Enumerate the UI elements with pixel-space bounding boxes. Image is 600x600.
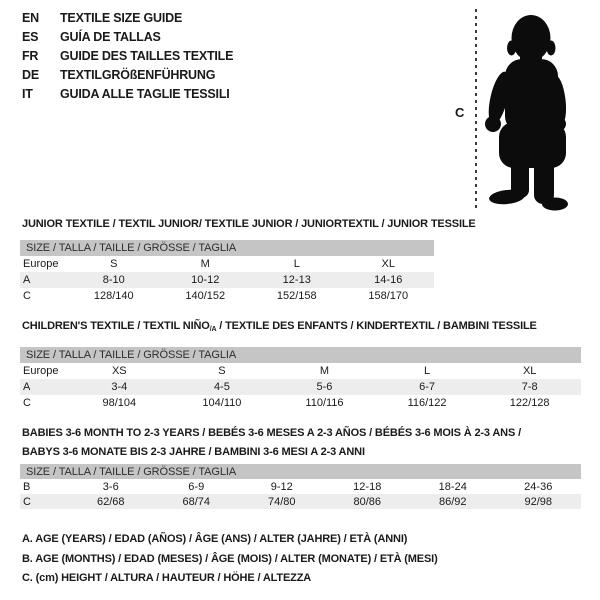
row-label: C — [23, 495, 31, 508]
size-band: SIZE / TALLA / TAILLE / GRÖSSE / TAGLIA — [20, 240, 434, 256]
cell: 3-6 — [102, 480, 119, 493]
cell: 9-12 — [270, 480, 293, 493]
cell: 4-5 — [213, 381, 230, 393]
language-title-list — [22, 9, 233, 104]
cell: 12-13 — [282, 274, 311, 286]
table-row-age — [20, 379, 581, 395]
cell: S — [218, 365, 226, 377]
row-label: A — [23, 274, 31, 286]
language-title: GUIDA ALLE TAGLIE TESSILI — [60, 87, 230, 101]
babies-table-title — [22, 424, 587, 462]
cell: L — [293, 258, 300, 270]
language-code: EN — [22, 11, 39, 25]
cell: 122/128 — [509, 397, 550, 409]
legend-notes — [22, 530, 438, 589]
row-label: A — [23, 381, 31, 393]
table-row-height — [20, 288, 434, 304]
language-code: FR — [22, 49, 39, 63]
cell: 110/116 — [305, 397, 344, 409]
cell: M — [200, 258, 210, 270]
language-row-es — [22, 28, 233, 47]
row-label: Europe — [23, 258, 59, 270]
language-row-fr — [22, 47, 233, 66]
cell: 6-7 — [419, 381, 436, 393]
children-title-prefix: CHILDREN'S TEXTILE / TEXTIL NIÑO — [22, 320, 210, 332]
cell: 5-6 — [316, 381, 333, 393]
note-age-months: B. AGE (MONTHS) / EDAD (MESES) / ÂGE (MOIS) / ALTER (MONATE) / ETÀ (MESI) — [22, 552, 438, 565]
language-title: GUIDE DES TAILLES TEXTILE — [60, 49, 234, 63]
cell: 152/158 — [276, 290, 317, 302]
babies-size-table — [20, 464, 581, 509]
cell: 6-9 — [188, 480, 205, 493]
cell: XL — [522, 365, 537, 377]
table-row-height — [20, 395, 581, 411]
table-row-months — [20, 479, 581, 494]
language-title: TEXTILE SIZE GUIDE — [60, 11, 183, 25]
row-label: Europe — [23, 365, 59, 377]
children-title-suffix: / TEXTILE DES ENFANTS / KINDERTEXTIL / BAMBINI TESSILE — [216, 320, 537, 332]
size-band: SIZE / TALLA / TAILLE / GRÖSSE / TAGLIA — [20, 464, 581, 479]
children-size-table — [20, 347, 581, 411]
cell: 86/92 — [438, 495, 467, 508]
cell: XL — [381, 258, 395, 270]
cell: 8-10 — [102, 274, 125, 286]
row-label: C — [23, 290, 31, 302]
cell: 68/74 — [182, 495, 211, 508]
language-title: TEXTILGRÖßENFÜHRUNG — [60, 68, 216, 82]
row-label: C — [23, 397, 31, 409]
height-measure-label: C — [455, 105, 465, 120]
language-code: ES — [22, 30, 39, 44]
cell: 140/152 — [185, 290, 226, 302]
row-label: B — [23, 480, 31, 493]
children-title-subscript: /A — [209, 326, 217, 333]
junior-table-title: JUNIOR TEXTILE / TEXTIL JUNIOR/ TEXTILE JUNIOR / JUNIORTEXTIL / JUNIOR TESSILE — [22, 218, 476, 230]
cell: 12-18 — [353, 480, 382, 493]
language-row-en — [22, 9, 233, 28]
junior-size-table — [20, 240, 434, 304]
cell: XS — [111, 365, 127, 377]
cell: 18-24 — [438, 480, 467, 493]
cell: L — [424, 365, 431, 377]
cell: 80/86 — [353, 495, 382, 508]
cell: 116/122 — [407, 397, 447, 409]
note-height-cm: C. (cm) HEIGHT / ALTURA / HAUTEUR / HÖHE / ALTEZZA — [22, 572, 312, 584]
toddler-silhouette — [482, 12, 574, 212]
cell: 3-4 — [111, 381, 128, 393]
cell: M — [319, 365, 330, 377]
language-row-de — [22, 66, 233, 85]
table-row-age — [20, 272, 434, 288]
size-band: SIZE / TALLA / TAILLE / GRÖSSE / TAGLIA — [20, 347, 581, 363]
table-row-europe — [20, 256, 434, 272]
cell: 128/140 — [93, 290, 134, 302]
cell: 98/104 — [102, 397, 137, 409]
babies-title-line2: BABYS 3-6 MONATE BIS 2-3 JAHRE / BAMBINI 3-6 MESI A 2-3 ANNI — [22, 446, 365, 458]
cell: 7-8 — [521, 381, 538, 393]
cell: 10-12 — [191, 274, 220, 286]
children-table-title — [22, 320, 537, 333]
babies-title-line1: BABIES 3-6 MONTH TO 2-3 YEARS / BEBÉS 3-6 MESES A 2-3 AÑOS / BÉBÉS 3-6 MOIS À 2-3 ANS / — [22, 427, 521, 439]
cell: 104/110 — [202, 397, 242, 409]
cell: 92/98 — [524, 495, 553, 508]
cell: S — [110, 258, 118, 270]
table-row-europe — [20, 363, 581, 379]
language-title: GUÍA DE TALLAS — [60, 30, 161, 44]
cell: 14-16 — [374, 274, 403, 286]
table-row-height — [20, 494, 581, 509]
language-row-it — [22, 85, 233, 104]
note-age-years: A. AGE (YEARS) / EDAD (AÑOS) / ÂGE (ANS) / ALTER (JAHRE) / ETÀ (ANNI) — [22, 533, 408, 545]
height-measure-dotted-line — [475, 9, 477, 208]
language-code: DE — [22, 68, 39, 82]
cell: 24-36 — [524, 480, 553, 493]
cell: 158/170 — [368, 290, 409, 302]
cell: 74/80 — [267, 495, 296, 508]
cell: 62/68 — [96, 495, 125, 508]
language-code: IT — [22, 87, 33, 101]
